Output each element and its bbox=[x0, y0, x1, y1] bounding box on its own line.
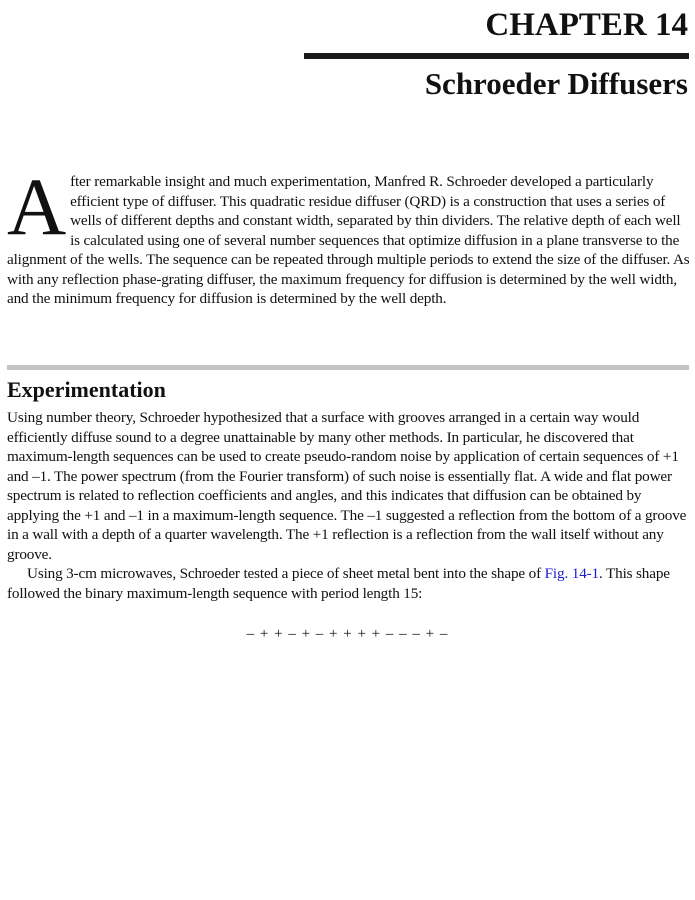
chapter-number: CHAPTER 14 bbox=[485, 7, 688, 43]
chapter-divider bbox=[304, 53, 689, 59]
binary-sequence: – + + – + – + + + + – – – + – bbox=[246, 626, 449, 642]
section-body bbox=[7, 408, 691, 603]
paragraph-text: Using 3-cm microwaves, Schroeder tested a piece of sheet metal bent into the shape of bbox=[27, 565, 545, 582]
drop-cap: A bbox=[7, 161, 67, 252]
body-paragraph: Using number theory, Schroeder hypothesized that a surface with grooves arranged in a certain way would efficiently diffuse sound to a degree unattainable by many other methods. In particular, he discovered that maximum-length sequences can be used to create pseudo-random noise by application of certain sequences of +1 and –1. The power spectrum (from the Fourier transform) of such noise is essentially flat. A wide and flat power spectrum is related to reflection coefficients and angles, and this indicates that diffusion can be obtained by applying the +1 and –1 in a maximum-length sequence. The –1 suggested a reflection from the bottom of a groove in a wall with a depth of a quarter wavelength. The +1 reflection is a reflection from the wall itself without any groove. bbox=[7, 409, 687, 563]
intro-text: fter remarkable insight and much experimentation, Manfred R. Schroeder developed a particularly efficient type of diffuser. This quadratic residue diffuser (QRD) is a construction that uses a series of wells of different depths and constant width, separated by thin dividers. The relative depth of each well is calculated using one of several number sequences that optimize diffusion in a plane transverse to the alignment of the wells. The sequence can be repeated through multiple periods to extend the size of the diffuser. As with any reflection phase-grating diffuser, the maximum frequency for diffusion is determined by the well width, and the minimum frequency for diffusion is determined by the well depth. bbox=[7, 173, 690, 307]
chapter-title: Schroeder Diffusers bbox=[424, 66, 688, 101]
figure-link[interactable]: Fig. 14-1 bbox=[544, 565, 599, 582]
body-paragraph bbox=[7, 564, 691, 603]
section-divider bbox=[7, 365, 689, 370]
intro-paragraph bbox=[7, 161, 691, 309]
section-heading: Experimentation bbox=[7, 377, 166, 402]
paragraph-text: . This shape followed the binary maximum-length sequence with period length 15: bbox=[7, 565, 670, 602]
